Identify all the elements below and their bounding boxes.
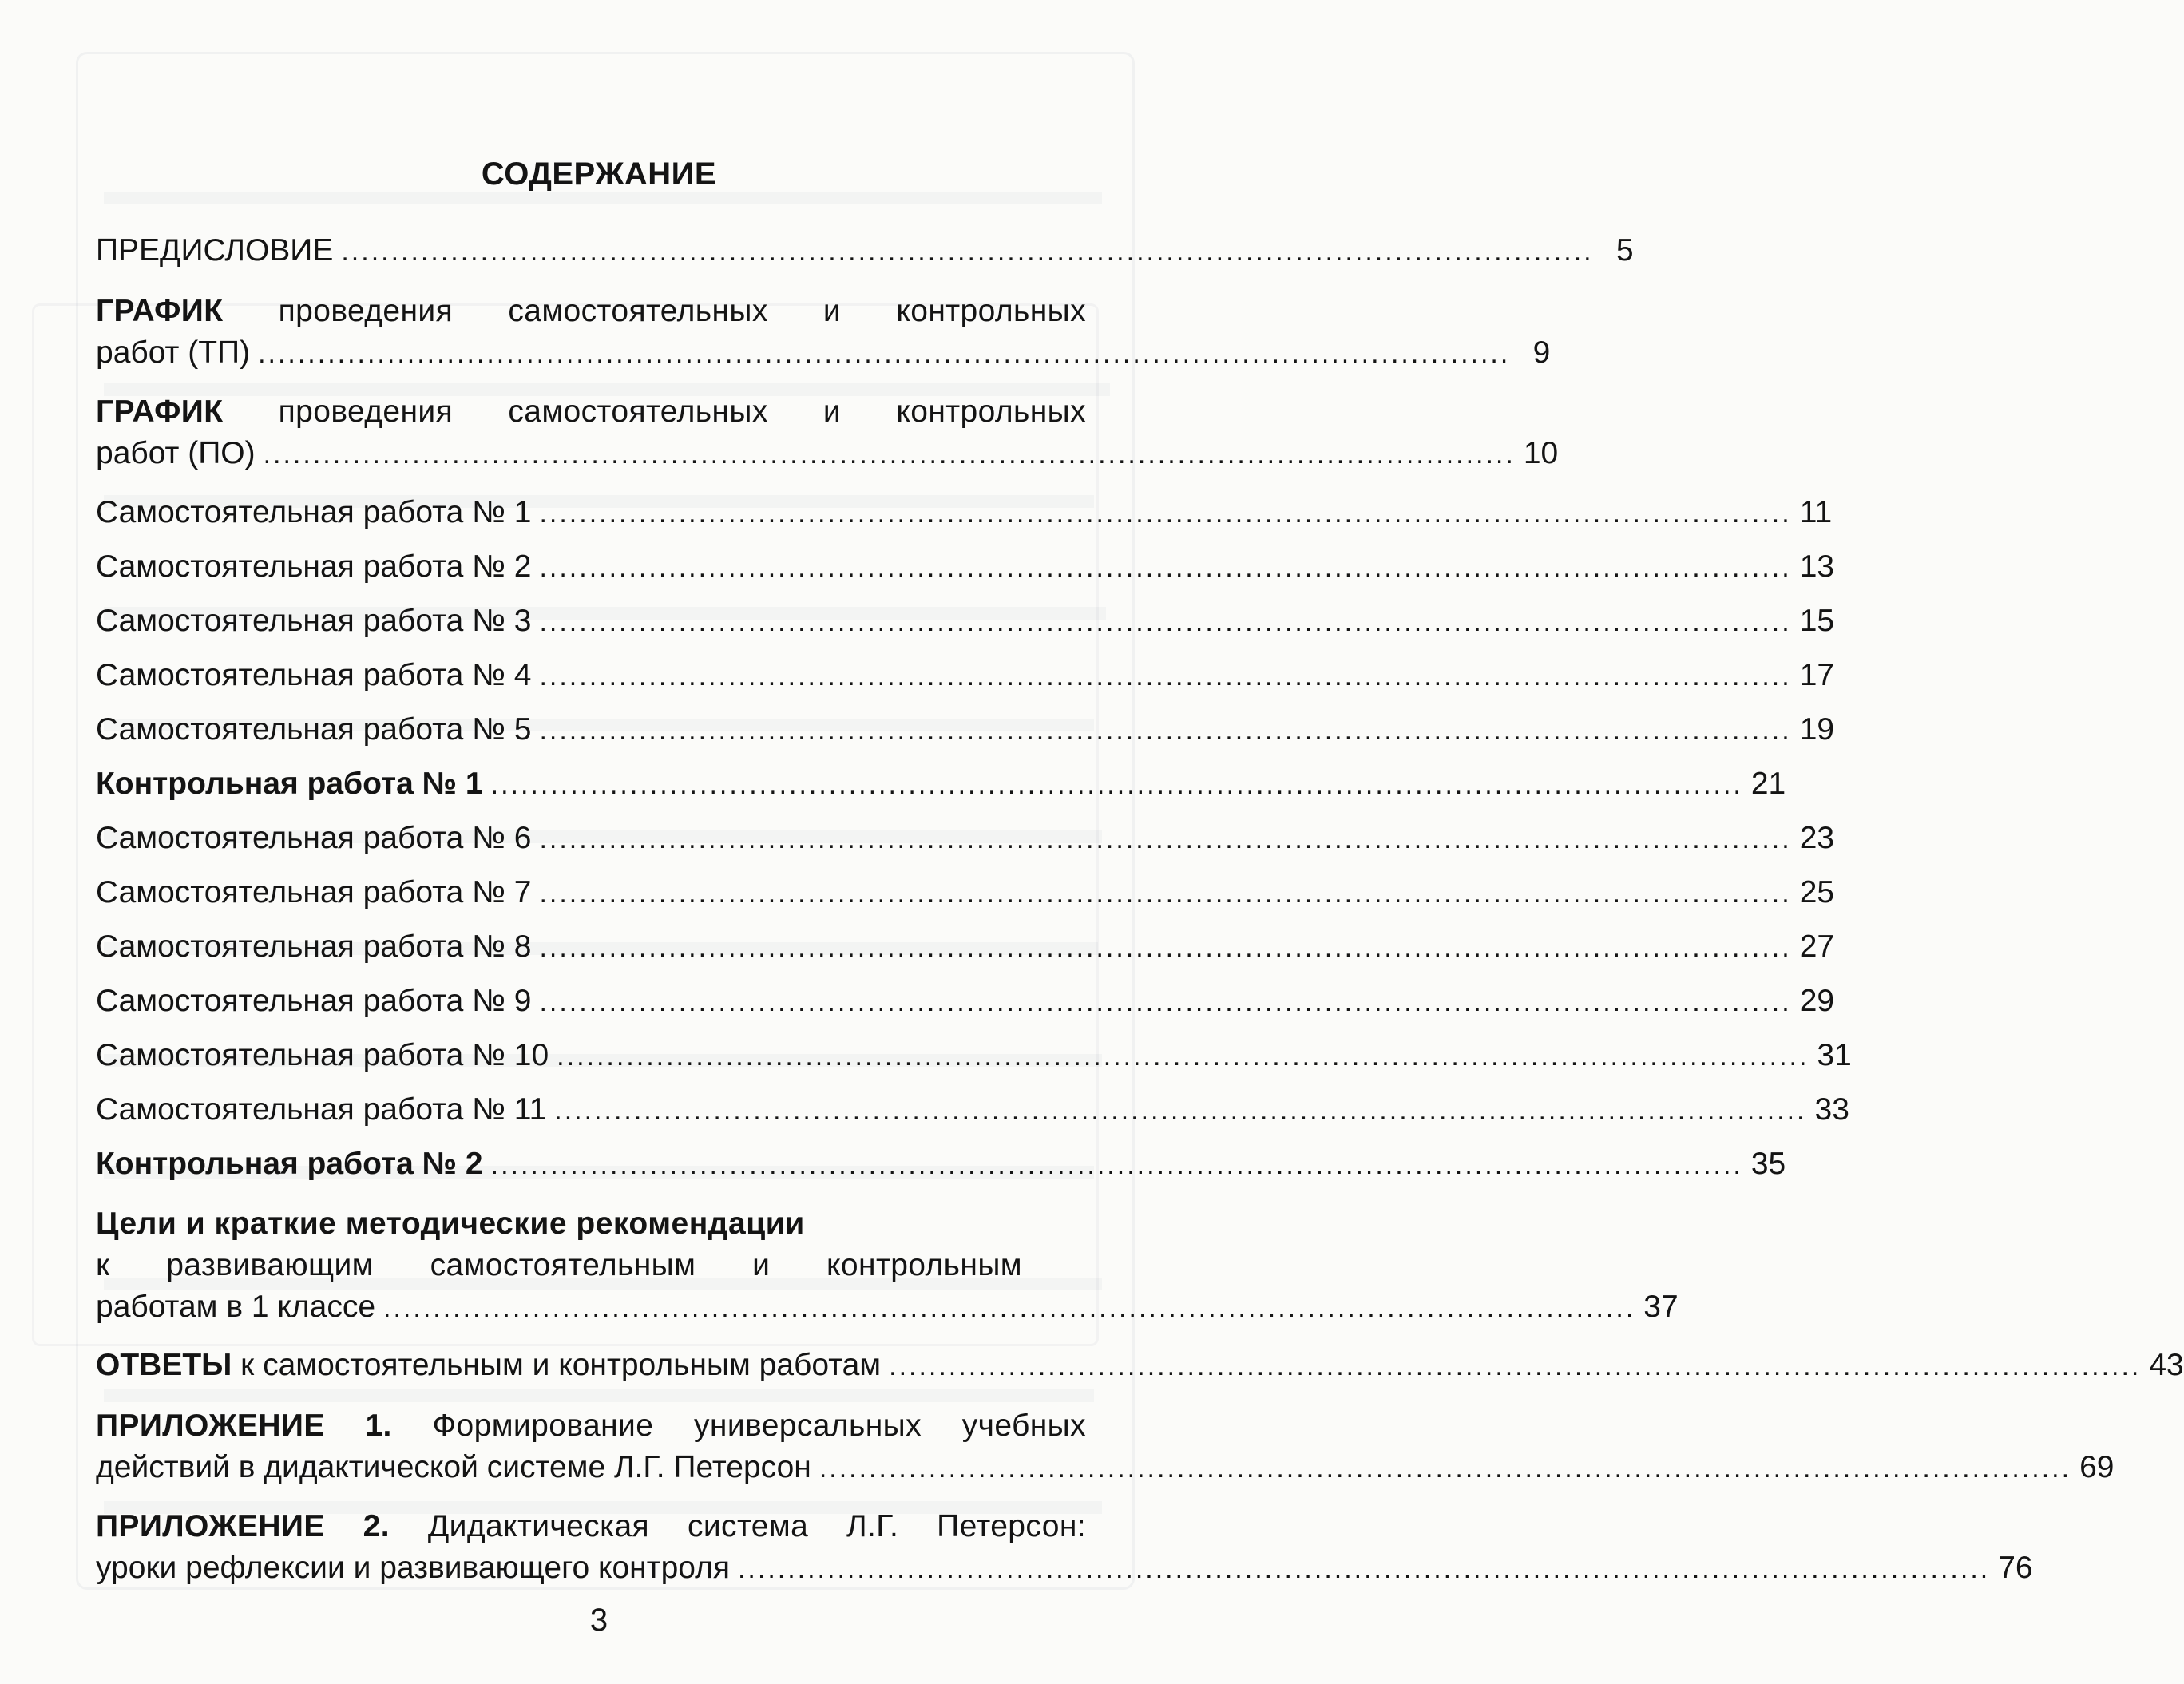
dot-leader: .............................................................................................................................. xyxy=(889,1351,2142,1381)
dot-leader: .............................................................................................................................. xyxy=(554,1096,1807,1126)
dot-leader: .............................................................................................................................. xyxy=(737,1554,1991,1584)
toc-entry xyxy=(96,981,1835,1022)
entry-bold-title: ПРИЛОЖЕНИЕ 1. xyxy=(96,1409,392,1443)
entry-title: Самостоятельная работа № 9 xyxy=(96,984,532,1018)
entry-page-number: 23 xyxy=(1799,821,1835,855)
entry-bold-title: Контрольная работа № 1 xyxy=(96,767,483,801)
dot-leader: .............................................................................................................................. xyxy=(539,553,1792,583)
entry-second-line xyxy=(96,1245,1086,1286)
dot-leader: .............................................................................................................................. xyxy=(557,1041,1809,1072)
entry-title: Самостоятельная работа № 7 xyxy=(96,875,532,909)
entry-bold-title: ОТВЕТЫ xyxy=(96,1348,232,1382)
toc-entry xyxy=(96,1506,2033,1589)
dot-leader: .............................................................................................................................. xyxy=(383,1293,1636,1323)
toc-entry xyxy=(96,600,1835,642)
entry-title: к самостоятельным и контрольным работам xyxy=(232,1348,882,1382)
dot-leader: .............................................................................................................................. xyxy=(539,661,1792,691)
toc-entry xyxy=(96,546,1835,588)
entry-first-line xyxy=(96,1405,1086,1447)
entry-title: работам в 1 классе xyxy=(96,1290,376,1324)
page-number: 3 xyxy=(589,1603,608,1638)
entry-page-number: 13 xyxy=(1799,549,1835,584)
entry-page-number: 31 xyxy=(1817,1038,1852,1072)
dot-leader: .............................................................................................................................. xyxy=(258,339,1511,369)
toc-entry xyxy=(96,391,1559,474)
entry-title: уроки рефлексии и развивающего контроля xyxy=(96,1551,730,1585)
dot-leader: .............................................................................................................................. xyxy=(490,1150,1743,1180)
entry-page-number: 10 xyxy=(1523,436,1559,470)
entry-title: Самостоятельная работа № 11 xyxy=(96,1092,547,1127)
toc-entry xyxy=(96,655,1835,696)
dot-leader: .............................................................................................................................. xyxy=(539,933,1792,963)
entry-page-number: 29 xyxy=(1799,984,1835,1018)
entry-first-line xyxy=(96,1203,1086,1245)
entry-title: Самостоятельная работа № 10 xyxy=(96,1038,549,1072)
entry-page-number: 19 xyxy=(1799,712,1835,747)
entry-title: действий в дидактической системе Л.Г. Петерсон xyxy=(96,1450,811,1484)
toc-entry xyxy=(96,230,1634,271)
dot-leader: .............................................................................................................................. xyxy=(263,439,1516,470)
dot-leader: .............................................................................................................................. xyxy=(539,987,1792,1017)
toc-entry xyxy=(96,926,1835,968)
entry-page-number: 43 xyxy=(2149,1348,2184,1382)
toc-entry xyxy=(96,492,1833,533)
entry-page-number: 15 xyxy=(1799,604,1835,638)
entry-page-number: 9 xyxy=(1532,335,1551,370)
entry-bold-title: ГРАФИК xyxy=(96,294,224,328)
entry-title-continued: проведения самостоятельных и контрольных xyxy=(223,394,1086,429)
toc-entry xyxy=(96,1089,1849,1131)
toc-entry xyxy=(96,1203,1679,1328)
entry-title: Самостоятельная работа № 8 xyxy=(96,929,532,964)
toc-entry xyxy=(96,872,1835,913)
dot-leader: .............................................................................................................................. xyxy=(539,715,1792,746)
entry-title-continued: Дидактическая система Л.Г. Петерсон: xyxy=(389,1509,1086,1543)
entry-bold-title: ПРИЛОЖЕНИЕ 2. xyxy=(96,1509,390,1543)
entry-title-continued: Формирование универсальных учебных xyxy=(391,1409,1087,1443)
toc-entry xyxy=(96,1405,2115,1488)
entry-title-continued: проведения самостоятельных и контрольных xyxy=(223,294,1086,328)
entry-page-number: 11 xyxy=(1799,495,1833,529)
entry-page-number: 35 xyxy=(1750,1147,1786,1181)
entry-page-number: 69 xyxy=(2079,1450,2115,1484)
show-through-line xyxy=(104,1389,1094,1402)
entry-first-line xyxy=(96,291,1086,332)
entry-bold-title: Контрольная работа № 2 xyxy=(96,1147,483,1181)
dot-leader: .............................................................................................................................. xyxy=(539,878,1792,909)
toc-entry xyxy=(96,291,1551,374)
dot-leader: .............................................................................................................................. xyxy=(539,607,1792,637)
entry-title-continued: к развивающим самостоятельным и контрольным xyxy=(96,1248,1022,1282)
toc-entry xyxy=(96,818,1835,859)
entry-page-number: 25 xyxy=(1799,875,1835,909)
entry-first-line xyxy=(96,391,1086,433)
entry-first-line xyxy=(96,1506,1086,1547)
dot-leader: .............................................................................................................................. xyxy=(539,824,1792,854)
entry-page-number: 76 xyxy=(1998,1551,2033,1585)
entry-title: работ (ТП) xyxy=(96,335,251,370)
entry-title: ПРЕДИСЛОВИЕ xyxy=(96,233,334,267)
entry-bold-title: Цели и краткие методические рекомендации xyxy=(96,1207,805,1241)
dot-leader: .............................................................................................................................. xyxy=(490,770,1743,800)
entry-title: Самостоятельная работа № 4 xyxy=(96,658,532,692)
toc-entry xyxy=(96,1143,1786,1185)
entry-title: Самостоятельная работа № 1 xyxy=(96,495,532,529)
page-title: СОДЕРЖАНИЕ xyxy=(481,157,717,192)
entry-page-number: 17 xyxy=(1799,658,1835,692)
toc-entry xyxy=(96,763,1786,805)
show-through-line xyxy=(104,192,1102,204)
entry-page-number: 33 xyxy=(1814,1092,1849,1127)
entry-page-number: 21 xyxy=(1750,767,1786,801)
dot-leader: .............................................................................................................................. xyxy=(341,236,1594,267)
entry-title: Самостоятельная работа № 3 xyxy=(96,604,532,638)
entry-title: Самостоятельная работа № 6 xyxy=(96,821,532,855)
entry-page-number: 5 xyxy=(1615,233,1634,267)
toc-entry xyxy=(96,709,1835,751)
entry-bold-title: ГРАФИК xyxy=(96,394,224,429)
dot-leader: .............................................................................................................................. xyxy=(819,1453,2072,1484)
entry-title: работ (ПО) xyxy=(96,436,256,470)
dot-leader: .............................................................................................................................. xyxy=(539,498,1792,529)
entry-title: Самостоятельная работа № 5 xyxy=(96,712,532,747)
entry-page-number: 37 xyxy=(1643,1290,1679,1324)
entry-title: Самостоятельная работа № 2 xyxy=(96,549,532,584)
toc-entry xyxy=(96,1345,2184,1386)
entry-page-number: 27 xyxy=(1799,929,1835,964)
toc-entry xyxy=(96,1035,1852,1076)
